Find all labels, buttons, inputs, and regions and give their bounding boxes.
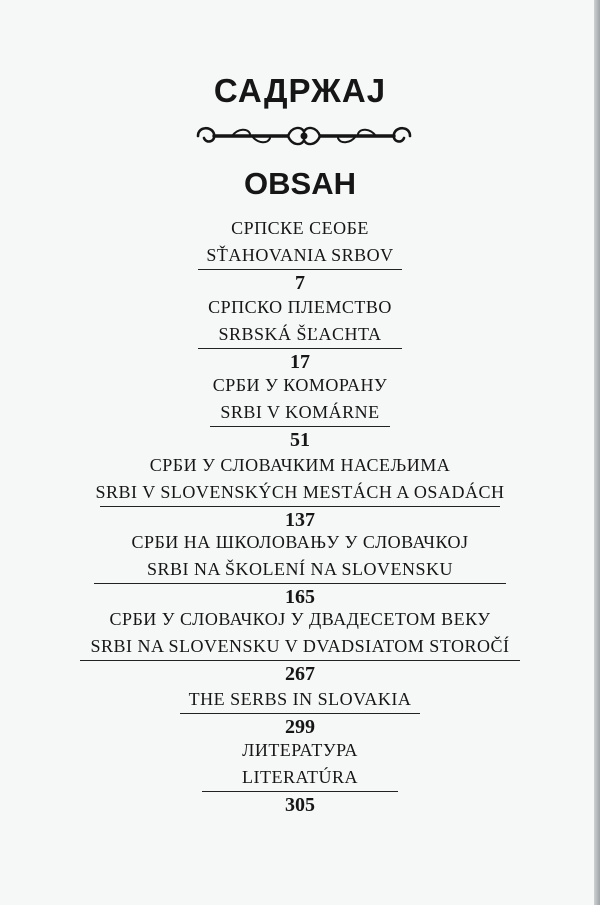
toc-entry-title-latin: SŤAHOVANIA SRBOV — [206, 245, 394, 265]
toc-entry-rule — [94, 583, 506, 584]
toc-entry-title-latin: THE SERBS IN SLOVAKIA — [188, 689, 412, 709]
toc-entry-title-latin: SRBI NA SLOVENSKU V DVADSIATOM STOROČÍ — [90, 636, 510, 656]
toc-entry — [0, 531, 600, 608]
toc-entry-title-latin: SRBI V SLOVENSKÝCH MESTÁCH A OSADÁCH — [95, 482, 505, 502]
toc-entry-title-latin: SRBI V KOMÁRNE — [220, 402, 380, 422]
toc-entry-rule — [198, 269, 402, 270]
toc-entry-page-number: 137 — [285, 509, 315, 531]
toc-entry-page-number: 7 — [295, 272, 305, 294]
toc-entry-page-number: 267 — [285, 663, 315, 685]
toc-entry-rule — [180, 713, 420, 714]
toc-entry-page-number: 305 — [285, 794, 315, 816]
toc-entry-title-cyrillic: СРБИ У СЛОВАЧКИМ НАСЕЉИМА — [149, 455, 451, 475]
toc-entry-rule — [202, 791, 398, 792]
toc-entry-rule — [210, 426, 390, 427]
toc-entry — [0, 688, 600, 738]
toc-entry-title-cyrillic: СРПСКО ПЛЕМСТВО — [208, 297, 392, 317]
page-title-slovak: OBSAH — [244, 166, 356, 201]
toc-entry-title-cyrillic: СРБИ НА ШКОЛОВАЊУ У СЛОВАЧКОЈ — [131, 532, 469, 552]
toc-entry — [0, 217, 600, 294]
toc-entry-title-cyrillic: СРПСКЕ СЕОБЕ — [231, 218, 369, 238]
toc-entry-title-cyrillic: СРБИ У КОМОРАНУ — [212, 375, 388, 395]
toc-entry — [0, 608, 600, 685]
page-title-cyrillic: САДРЖАЈ — [213, 72, 387, 109]
toc-entry-title-latin: SRBI NA ŠKOLENÍ NA SLOVENSKU — [146, 559, 454, 579]
toc-entry — [0, 739, 600, 816]
toc-entry-page-number: 165 — [285, 586, 315, 608]
toc-entry-title-cyrillic: ЛИТЕРАТУРА — [242, 740, 358, 760]
toc-entry-title-latin: SRBSKÁ ŠĽACHTA — [218, 324, 382, 344]
toc-entry-title-latin: LITERATÚRA — [242, 767, 358, 787]
toc-entry-rule — [198, 348, 402, 349]
toc-entry-page-number: 17 — [290, 351, 310, 373]
toc-entry-page-number: 299 — [285, 716, 315, 738]
toc-entry — [0, 374, 600, 451]
toc-entry — [0, 454, 600, 531]
toc-entry — [0, 296, 600, 373]
page-edge-shadow — [594, 0, 600, 905]
ornament-divider-icon — [192, 122, 416, 150]
toc-entry-rule — [100, 506, 500, 507]
toc-entry-rule — [80, 660, 520, 661]
toc-entry-title-cyrillic: СРБИ У СЛОВАЧКОЈ У ДВАДЕСЕТОМ ВЕКУ — [109, 609, 491, 629]
toc-entry-page-number: 51 — [290, 429, 310, 451]
